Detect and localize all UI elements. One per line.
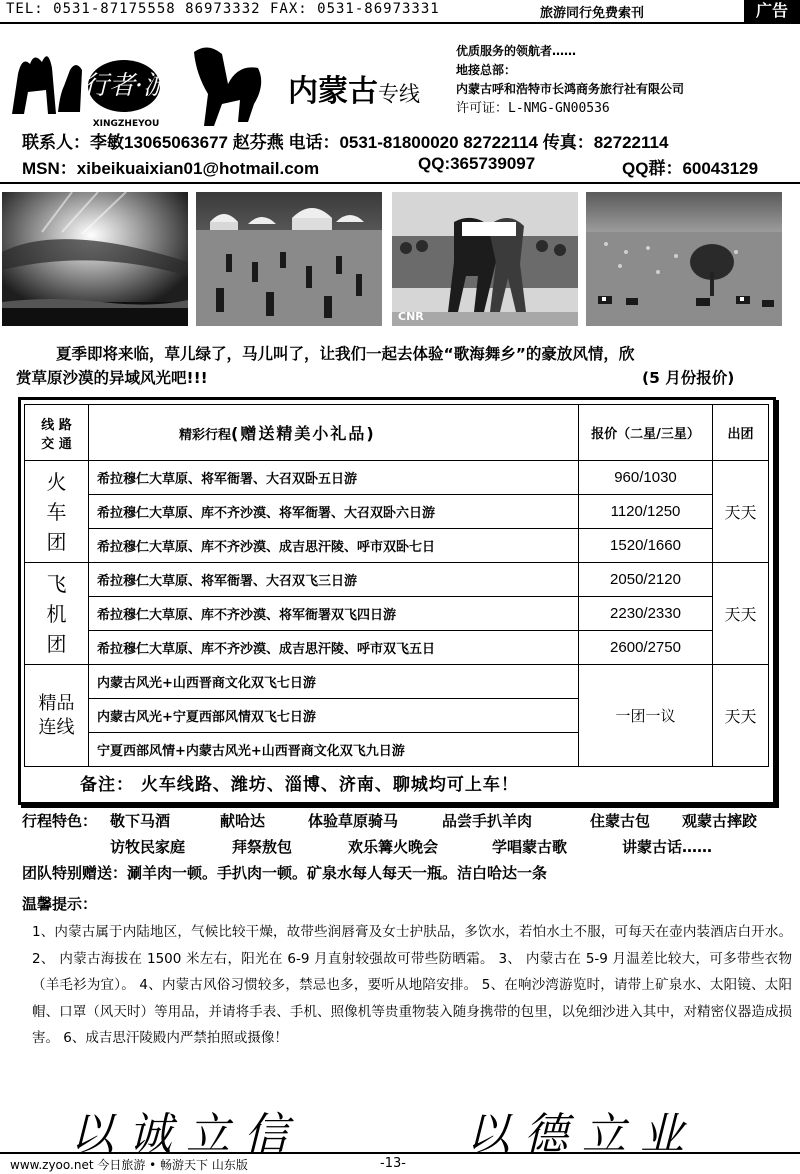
feature-item: 学唱蒙古歌 bbox=[492, 838, 568, 856]
departure-header: 出团 bbox=[713, 405, 769, 461]
table-row bbox=[25, 665, 769, 699]
tips-title: 温馨提示： bbox=[22, 895, 98, 913]
table-row bbox=[25, 495, 769, 529]
line-title-suffix: 专线 bbox=[378, 82, 420, 106]
intro-line-2-text: 赏草原沙漠的异域风光吧!!! bbox=[16, 369, 208, 387]
page-number: -13- bbox=[380, 1156, 406, 1171]
route-price: 1120/1250 bbox=[579, 495, 713, 529]
feature-item: 拜祭敖包 bbox=[232, 838, 293, 856]
category-train bbox=[25, 461, 89, 563]
agency-name: 内蒙古呼和浩特市长鸿商务旅行社有限公司 bbox=[456, 82, 685, 96]
feature-item: 讲蒙古话…… bbox=[622, 838, 713, 856]
route-name: 内蒙古风光+宁夏西部风情双飞七日游 bbox=[89, 699, 579, 733]
sky-over-grassland-photo bbox=[2, 192, 188, 326]
group-gifts bbox=[22, 860, 792, 886]
table-row bbox=[25, 631, 769, 665]
top-bar bbox=[0, 0, 800, 24]
feature-item: 体验草原骑马 bbox=[308, 812, 399, 830]
agency-info bbox=[456, 42, 792, 118]
xingzheyou-logo bbox=[8, 34, 270, 132]
feature-item: 献哈达 bbox=[220, 812, 266, 830]
table-header-row bbox=[25, 405, 769, 461]
feature-item: 品尝手扒羊肉 bbox=[442, 812, 533, 830]
route-price: 2600/2750 bbox=[579, 631, 713, 665]
grassland-tree-cattle-photo bbox=[586, 192, 782, 326]
route-name: 希拉穆仁大草原、库不齐沙漠、成吉思汗陵、呼市双飞五日 bbox=[89, 631, 579, 665]
logo-wordmark: 行者·游 bbox=[82, 71, 170, 101]
route-name: 内蒙古风光+山西晋商文化双飞七日游 bbox=[89, 665, 579, 699]
departure-frequency: 天天 bbox=[713, 461, 769, 563]
category-char: 团 bbox=[46, 529, 67, 554]
route-header-line: 线 路 bbox=[41, 417, 72, 433]
agency-slogan: 优质服务的领航者…… bbox=[456, 44, 577, 58]
line-title bbox=[288, 66, 420, 110]
slogan-integrity: 以诚立信 bbox=[70, 1109, 302, 1160]
ad-badge: 广告 bbox=[744, 0, 800, 22]
table-row bbox=[25, 461, 769, 495]
departure-frequency: 天天 bbox=[713, 665, 769, 767]
feature-item: 访牧民家庭 bbox=[110, 838, 186, 856]
footer-site: www.zyoo.net 今日旅游 • 畅游天下 山东版 bbox=[10, 1158, 248, 1172]
features-row bbox=[22, 834, 792, 860]
features-row bbox=[22, 808, 792, 834]
table-row bbox=[25, 563, 769, 597]
qq-number: QQ:365739097 bbox=[418, 154, 536, 173]
logo-pinyin: XINGZHEYOU bbox=[92, 119, 160, 129]
page-footer bbox=[0, 1152, 800, 1174]
category-char: 火 bbox=[46, 469, 67, 494]
feature-item: 住蒙古包 bbox=[590, 812, 651, 830]
category-char: 团 bbox=[46, 631, 67, 656]
category-premium bbox=[25, 665, 89, 767]
itinerary-header-label: 精彩行程 bbox=[179, 428, 232, 443]
departure-frequency: 天天 bbox=[713, 563, 769, 665]
tips-text: 1、内蒙古属于内陆地区，气候比较干燥，故带些润唇膏及女士护肤品，多饮水，若怕水土不服，可每天在壶内装酒店白开水。 2、 内蒙古海拔在 1500 米左右，阳光在 6-9 月直射较强故可带些防晒霜。 3、 内蒙古在 5-9 月温差比较大，可多带些衣物（羊毛衫为宜）。 4、内蒙古风俗习惯较多，禁忌也多，要听从地陪安排。 5、在响沙湾游览时，请带上矿泉水、太阳镜、太阳帽、口罩（风天时）等用品，并请将手表、手机、照像机等贵重物装入随身携带的包里，以免细沙进入其中，对精密仪器造成损害。 6、成吉思汗陵殿内严禁拍照或摄像！ bbox=[32, 924, 792, 1046]
route-name: 宁夏西部风情+内蒙古风光+山西晋商文化双飞九日游 bbox=[89, 733, 579, 767]
itinerary-price-table bbox=[18, 397, 776, 805]
route-price: 960/1030 bbox=[579, 461, 713, 495]
route-price: 2050/2120 bbox=[579, 563, 713, 597]
category-word: 精品 bbox=[38, 692, 75, 714]
qq-group-number: QQ群：60043129 bbox=[622, 159, 759, 178]
route-price: 1520/1660 bbox=[579, 529, 713, 563]
route-price: 一团一议 bbox=[579, 665, 713, 767]
route-type-header bbox=[25, 405, 89, 461]
category-char: 机 bbox=[46, 601, 67, 626]
mongolian-wrestling-photo bbox=[392, 192, 578, 326]
price-month-note: (5 月份报价) bbox=[642, 369, 735, 387]
category-char: 车 bbox=[46, 499, 67, 524]
table-row bbox=[25, 529, 769, 563]
base-label: 地接总部： bbox=[456, 63, 517, 77]
table-row bbox=[25, 597, 769, 631]
group-gifts-text: 团队特别赠送：涮羊肉一顿。手扒肉一顿。矿泉水每人每天一瓶。洁白哈达一条 bbox=[22, 864, 548, 882]
transport-header-line: 交 通 bbox=[41, 436, 72, 452]
contact-line: 联系人：李敏13065063677 赵芬燕 电话：0531-81800020 82722114 传真：82722114 bbox=[22, 133, 669, 152]
feature-item: 观蒙古摔跤 bbox=[682, 812, 758, 830]
features-label: 行程特色： bbox=[22, 812, 98, 830]
price-header: 报价（二星/三星） bbox=[579, 405, 713, 461]
publication-name: 旅游同行免费索刊 bbox=[540, 6, 645, 21]
category-word: 连线 bbox=[38, 716, 75, 738]
feature-item: 敬下马酒 bbox=[110, 812, 171, 830]
feature-item: 欢乐篝火晚会 bbox=[348, 838, 439, 856]
online-contacts bbox=[22, 154, 759, 179]
cnr-watermark: CNR bbox=[398, 310, 424, 323]
itinerary-features bbox=[22, 808, 792, 886]
slogan-virtue: 以德立业 bbox=[466, 1109, 698, 1160]
line-title-main: 内蒙古 bbox=[288, 74, 378, 109]
route-name: 希拉穆仁大草原、将军衙署、大召双飞三日游 bbox=[89, 563, 579, 597]
route-name: 希拉穆仁大草原、库不齐沙漠、成吉思汗陵、呼市双卧七日 bbox=[89, 529, 579, 563]
yurt-camp-horse-riders-photo bbox=[196, 192, 382, 326]
gift-note: (赠送精美小礼品) bbox=[231, 424, 376, 443]
intro-line-2 bbox=[16, 366, 792, 390]
route-price: 2230/2330 bbox=[579, 597, 713, 631]
table-remark: 备注： 火车线路、潍坊、淄博、济南、聊城均可上车！ bbox=[80, 775, 519, 795]
intro-paragraph bbox=[16, 342, 792, 390]
route-name: 希拉穆仁大草原、库不齐沙漠、将军衙署、大召双卧六日游 bbox=[89, 495, 579, 529]
itinerary-header bbox=[89, 405, 579, 461]
agency-phone-fax: TEL: 0531-87175558 86973332 FAX: 0531-86973331 bbox=[6, 1, 440, 17]
route-name: 希拉穆仁大草原、将军衙署、大召双卧五日游 bbox=[89, 461, 579, 495]
header-divider bbox=[0, 182, 800, 184]
permit-number: 许可证：L-NMG-GN00536 bbox=[456, 101, 610, 116]
msn-address[interactable]: MSN：xibeikuaixian01@hotmail.com bbox=[22, 159, 320, 178]
intro-line-1: 夏季即将来临，草儿绿了，马儿叫了，让我们一起去体验“歌海舞乡”的豪放风情，欣 bbox=[56, 345, 635, 363]
route-name: 希拉穆仁大草原、库不齐沙漠、将军衙署双飞四日游 bbox=[89, 597, 579, 631]
category-char: 飞 bbox=[46, 571, 67, 596]
category-flight bbox=[25, 563, 89, 665]
